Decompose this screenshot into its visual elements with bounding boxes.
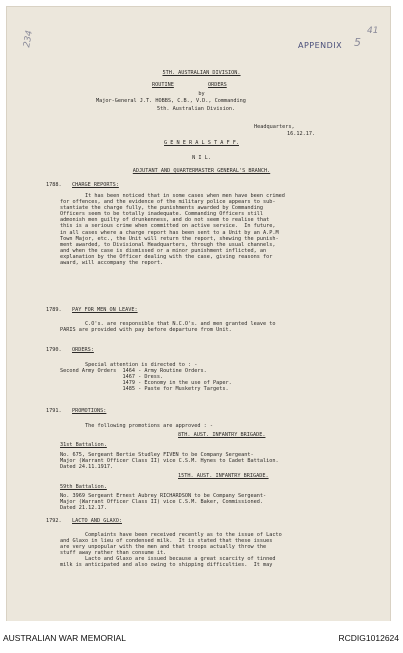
- section-text: Special attention is directed to : - Second Army Orders 1464 - Army Routine Orders. 1467 - Dress. 1479 - Economy in the use of Paper. 1485 - Paste for Musketry Targets.: [60, 362, 232, 393]
- appendix-stamp: APPENDIX: [298, 41, 343, 50]
- section-title: LACTO AND GLAXO:: [72, 518, 122, 524]
- section-number: 1789.: [46, 307, 62, 313]
- promotion-text: No. 675, Sergeant Bertie Studley FIVEN to be Company Sergeant- Major (Warrant Officer Class II) vice C.S.M. Hynes to Cadet Battalion. Dated 24.11.1917.: [60, 452, 279, 471]
- section-text: C.O's. are responsible that N.C.O's. and men granted leave to PARIS are provided with pay before departure from Unit.: [60, 321, 276, 334]
- section-title: PAY FOR MEN ON LEAVE:: [72, 307, 138, 313]
- section-title: ORDERS:: [72, 347, 94, 353]
- division-title: 5TH. AUSTRALIAN DIVISION.: [162, 70, 241, 76]
- section-text: Complaints have been received recently as to the issue of Lacto and Glaxo in lieu of condensed milk. It is stated that these issues are very unpopular with the men and that troops actually throw the stuff away rather than consume it. Lacto and Glaxo are issued because a great scarcity of tinned milk is anticipated and also owing to shipping difficulties. It may: [60, 532, 282, 569]
- promotion-text: No. 3969 Sergeant Ernest Aubrey RICHARDSON to be Company Sergeant- Major (Warrant Officer Class II) vice C.S.M. Baker, Commissioned. Dated 21.12.17.: [60, 493, 267, 512]
- by-label: by: [198, 91, 205, 97]
- footer-source: AUSTRALIAN WAR MEMORIAL: [3, 633, 126, 643]
- general-staff-heading: G E N E R A L S T A F F.: [164, 140, 239, 146]
- brigade-heading: 15TH. AUST. INFANTRY BRIGADE.: [178, 473, 269, 479]
- section-number: 1790.: [46, 347, 62, 353]
- orders-label: ORDERS: [208, 82, 227, 88]
- section-text: It has been noticed that in some cases when men have been crimed for offences, and the evidence of the military police appears to sub- stantiate the charge fully, the punishments awarded by Commanding Officers seem to be totally inadequate. Commanding Officers still admonish men guilty of drunkenness, and do not seem to realise that this is a serious crime when committed on active service. In future, in all cases where a charge report has been sent to a Unit by an A.P.M Town Major, etc., the Unit will return the report, shewing the punish- ment awarded, to Divisional Headquarters, through the usual channels, and when the case is dismissed or a minor punishment inflicted, an explanation by the Officer dealing with the case, giving reasons for award, will accompany the report.: [60, 193, 285, 267]
- section-title: CHARGE REPORTS:: [72, 182, 119, 188]
- corner-pencil-mark: 234: [22, 29, 36, 49]
- page-number: 41: [367, 26, 379, 36]
- routine-label: ROUTINE: [152, 82, 174, 88]
- battalion-heading: 31st Battalion.: [60, 442, 107, 448]
- footer-id: RCDIG1012624: [338, 633, 399, 643]
- section-title: PROMOTIONS:: [72, 408, 107, 414]
- section-number: 1791.: [46, 408, 62, 414]
- battalion-heading: 59th Battalion.: [60, 484, 107, 490]
- header-location: Headquarters,: [254, 124, 295, 130]
- division-line: 5th. Australian Division.: [157, 106, 236, 112]
- commander-line: Major-General J.T. HOBBS, C.B., V.D., Commanding: [96, 98, 246, 104]
- section-number: 1792.: [46, 518, 62, 524]
- nil-text: N I L.: [192, 155, 211, 161]
- appendix-number: 5: [354, 36, 361, 49]
- ag-branch-heading: ADJUTANT AND QUARTERMASTER GENERAL'S BRANCH.: [132, 168, 271, 174]
- section-text: The following promotions are approved : -: [60, 423, 214, 429]
- brigade-heading: 8TH. AUST. INFANTRY BRIGADE.: [178, 432, 266, 438]
- footer-bar: [0, 621, 403, 653]
- section-number: 1788.: [46, 182, 62, 188]
- header-date: 16.12.17.: [287, 131, 316, 137]
